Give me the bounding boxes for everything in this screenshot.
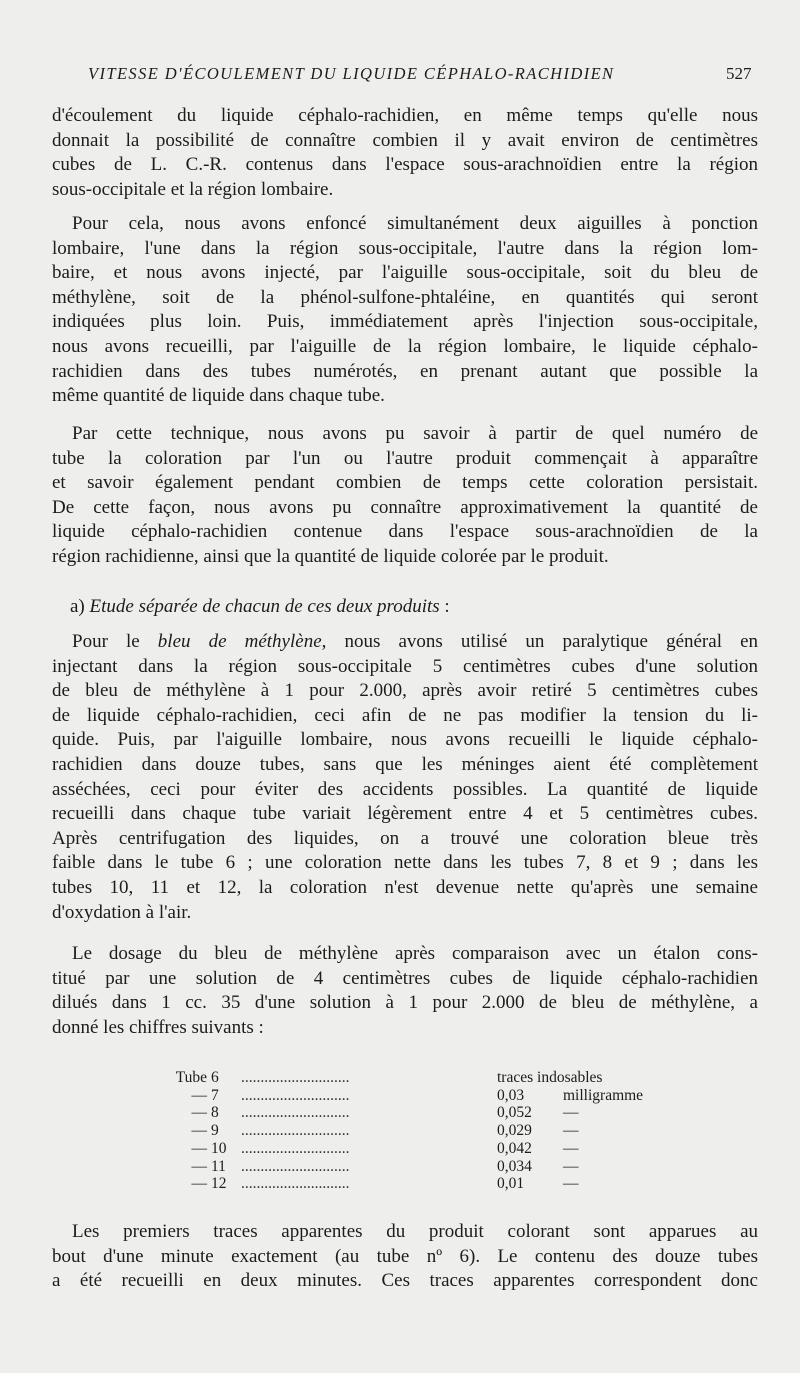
text-line: Après centrifugation des liquides, on a trouvé une coloration bleue très (52, 827, 758, 849)
text-line: méthylène, soit de la phénol-sulfone-phtaléine, en quantités qui seront (52, 286, 758, 308)
text-line: faible dans le tube 6 ; une coloration nette dans les tubes 7, 8 et 9 ; dans les (52, 852, 758, 874)
tube-value: 0,029 (497, 1122, 532, 1140)
section-title: Etude séparée de chacun de ces deux produits (89, 596, 440, 617)
tube-number: 12 (211, 1175, 227, 1193)
paragraph-technique (52, 422, 758, 570)
tube-label: — (191, 1104, 207, 1122)
tube-value: traces indosables (497, 1069, 603, 1086)
tube-unit: — (563, 1122, 579, 1140)
section-colon: : (439, 596, 450, 617)
dot-leader: ............................ (241, 1175, 350, 1193)
tube-unit: — (563, 1139, 579, 1157)
tube-label: — (191, 1122, 207, 1140)
text-line: quide. Puis, par l'aiguille lombaire, nous avons recueilli le liquide céphalo- (52, 729, 758, 751)
dot-leader: ............................ (241, 1086, 350, 1104)
tube-number: 7 (211, 1086, 219, 1104)
text-line: même quantité de liquide dans chaque tube. (52, 385, 385, 407)
text-line: indiquées plus loin. Puis, immédiatement après l'injection sous-occipitale, (52, 311, 758, 333)
text-line: tube la coloration par l'un ou l'autre produit commençait à apparaître (52, 447, 758, 469)
text-line: Le dosage du bleu de méthylène après comparaison avec un étalon cons- (72, 943, 758, 964)
tube-number: 9 (211, 1122, 219, 1140)
text-line: bout d'une minute exactement (au tube nº 6). Le contenu des douze tubes (52, 1245, 758, 1267)
text-line: de bleu de méthylène à 1 pour 2.000, après avoir retiré 5 centimètres cubes (52, 680, 758, 702)
tube-number: 8 (211, 1104, 219, 1122)
tube-number: 6 (211, 1069, 219, 1086)
text-line: lombaire, l'une dans la région sous-occipitale, l'autre dans la région lom- (52, 237, 758, 259)
text-line: Pour cela, nous avons enfoncé simultanément deux aiguilles à ponction (72, 213, 758, 234)
tube-label: — (191, 1157, 207, 1175)
page-header (0, 64, 800, 90)
dot-leader: ............................ (241, 1069, 350, 1086)
dot-leader: ............................ (241, 1139, 350, 1157)
text-line: baire, et nous avons injecté, par l'aiguille sous-occipitale, soit du bleu de (52, 262, 758, 284)
text-line: d'écoulement du liquide céphalo-rachidien, en même temps qu'elle nous (52, 105, 758, 126)
tube-value: 0,03 (497, 1086, 525, 1104)
tube-unit: — (563, 1175, 579, 1193)
running-title: VITESSE D'ÉCOULEMENT DU LIQUIDE CÉPHALO-RACHIDIEN (88, 64, 615, 83)
table-row (155, 1087, 675, 1105)
paragraph-method (52, 212, 758, 409)
text-line: titué par une solution de 4 centimètres cubes de liquide céphalo-rachidien (52, 967, 758, 989)
text-line (52, 630, 758, 655)
text-line: région rachidienne, ainsi que la quantité de liquide colorée par le produit. (52, 545, 609, 567)
table-row (155, 1140, 675, 1158)
table-row (155, 1175, 675, 1193)
text-line: rachidien dans des tubes numérotés, en prenant autant que possible la (52, 360, 758, 382)
text-line: De cette façon, nous avons pu connaître approximativement la quantité de (52, 496, 758, 518)
tube-label: — (191, 1086, 207, 1104)
text-line: Les premiers traces apparentes du produit colorant sont apparues au (72, 1221, 758, 1242)
tube-label: Tube (175, 1069, 207, 1086)
paragraph-first-traces (52, 1220, 758, 1294)
table-row (155, 1122, 675, 1140)
text-line: donné les chiffres suivants : (52, 1016, 264, 1038)
text-line: sous-occipitale et la région lombaire. (52, 178, 334, 200)
tube-value: 0,042 (497, 1139, 532, 1157)
tube-unit: — (563, 1104, 579, 1122)
section-letter: a) (70, 596, 85, 617)
text-line: liquide céphalo-rachidien contenue dans l'espace sous-arachnoïdien de la (52, 521, 758, 543)
text-line: nous avons recueilli, par l'aiguille de la région lombaire, le liquide céphalo- (52, 335, 758, 357)
tube-value: 0,01 (497, 1175, 525, 1193)
results-table (155, 1069, 675, 1193)
section-heading (70, 596, 450, 618)
text-line: Par cette technique, nous avons pu savoir à partir de quel numéro de (72, 423, 758, 444)
text-line: d'oxydation à l'air. (52, 901, 192, 923)
text-fragment: , nous avons utilisé un paralytique général en (321, 631, 759, 652)
text-line: et savoir également pendant combien de temps cette coloration persistait. (52, 472, 758, 494)
tube-number: 11 (211, 1157, 226, 1175)
paragraph-methylene-blue (52, 630, 758, 925)
tube-label: — (191, 1175, 207, 1193)
text-fragment: Pour le (72, 631, 158, 652)
tube-value: 0,052 (497, 1104, 532, 1122)
text-line: tubes 10, 11 et 12, la coloration n'est devenue nette qu'après une semaine (52, 876, 758, 898)
emphasized-term: bleu de méthylène (157, 631, 322, 652)
paragraph-dosage (52, 942, 758, 1040)
tube-unit: milligramme (563, 1086, 644, 1104)
text-line: de liquide céphalo-rachidien, ceci afin de ne pas modifier la tension du li- (52, 704, 758, 726)
text-line: recueilli dans chaque tube variait légèrement entre 4 et 5 centimètres cubes. (52, 803, 758, 825)
tube-unit: — (563, 1157, 579, 1175)
text-line: rachidien dans douze tubes, sans que les méninges aient été complètement (52, 753, 758, 775)
text-line: injectant dans la région sous-occipitale 5 centimètres cubes d'une solution (52, 655, 758, 677)
text-line: asséchées, ceci pour éviter des accidents possibles. La quantité de liquide (52, 778, 758, 800)
table-row (155, 1069, 675, 1087)
text-line: dilués dans 1 cc. 35 d'une solution à 1 pour 2.000 de bleu de méthylène, a (52, 992, 758, 1014)
page-number: 527 (726, 64, 752, 83)
text-line: a été recueilli en deux minutes. Ces traces apparentes correspondent donc (52, 1270, 758, 1292)
tube-label: — (191, 1139, 207, 1157)
table-row (155, 1104, 675, 1122)
dot-leader: ............................ (241, 1157, 350, 1175)
table-row (155, 1158, 675, 1176)
text-line: cubes de L. C.-R. contenus dans l'espace sous-arachnoïdien entre la région (52, 154, 758, 176)
dot-leader: ............................ (241, 1122, 350, 1140)
tube-number: 10 (211, 1139, 227, 1157)
tube-value: 0,034 (497, 1157, 532, 1175)
text-line: donnait la possibilité de connaître combien il y avait environ de centimètres (52, 129, 758, 151)
paragraph-continuation (52, 104, 758, 202)
dot-leader: ............................ (241, 1104, 350, 1122)
